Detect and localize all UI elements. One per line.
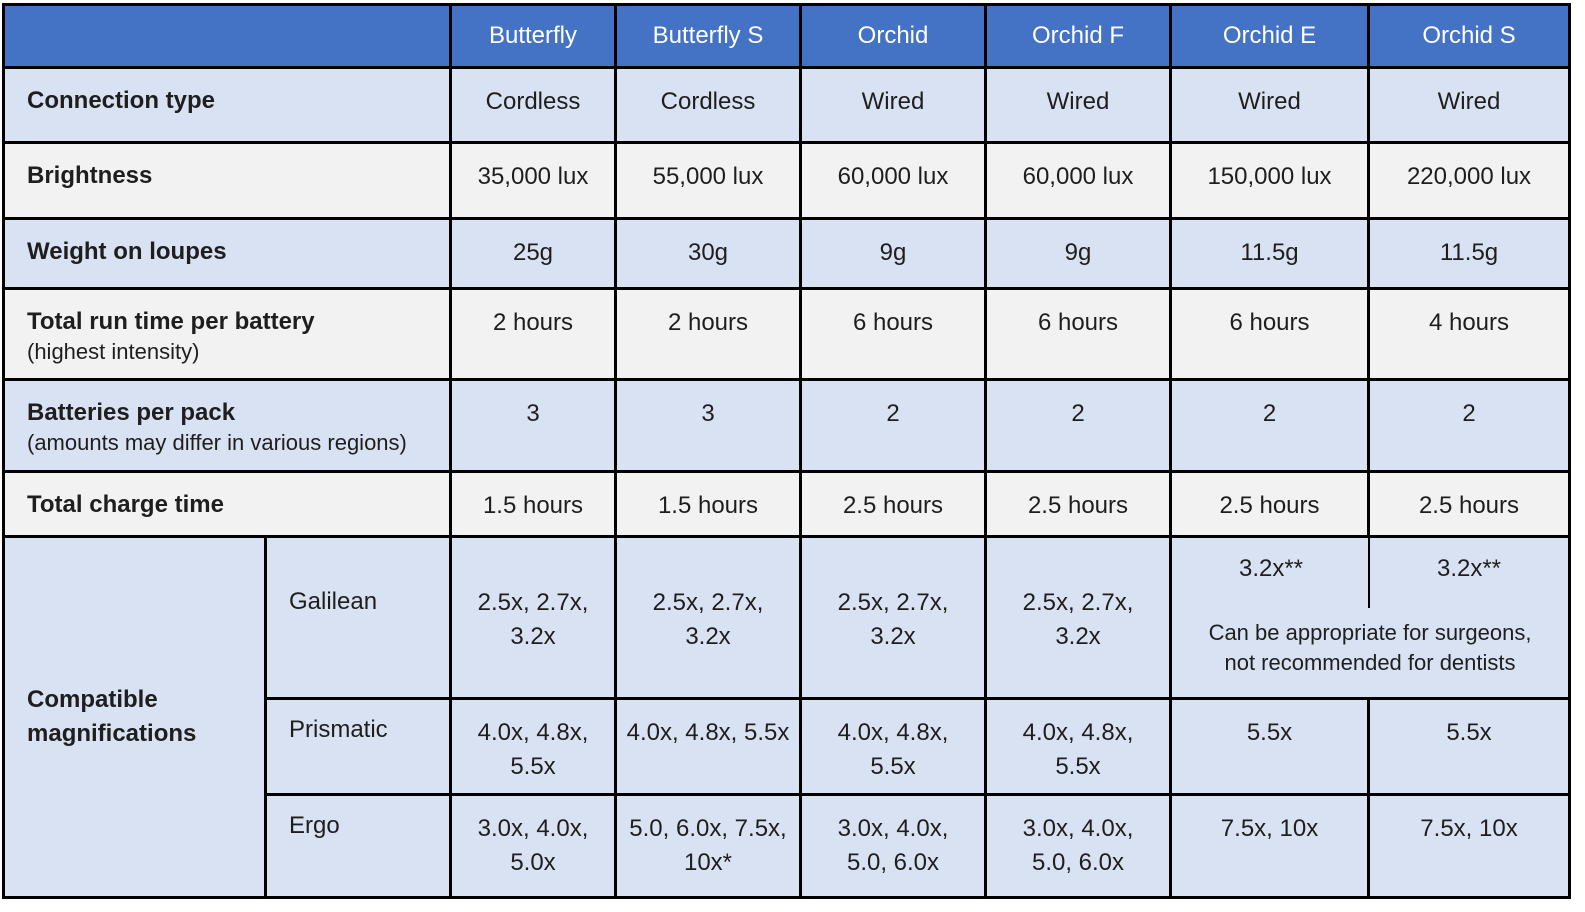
cell: Cordless: [451, 68, 616, 143]
cell: Wired: [1369, 68, 1570, 143]
galilean-orchid-es-cell: [1171, 537, 1570, 699]
cell: 6 hours: [986, 289, 1171, 380]
row-label: Connection type: [27, 87, 216, 114]
cell: 4.0x, 4.8x, 5.5x: [616, 699, 801, 795]
row-label: Brightness: [27, 162, 153, 189]
cell: 2 hours: [451, 289, 616, 380]
cell: 3: [451, 380, 616, 472]
row-label: Batteries per pack: [27, 399, 236, 426]
cell: 60,000 lux: [801, 143, 986, 219]
cell: 3.0x, 4.0x, 5.0, 6.0x: [986, 795, 1171, 898]
cell: 5.5x: [1369, 699, 1570, 795]
cell: 4 hours: [1369, 289, 1570, 380]
magnifications-label-line1: Compatible: [27, 686, 158, 713]
cell: 2: [1369, 380, 1570, 472]
cell: 2.5x, 2.7x, 3.2x: [451, 537, 616, 699]
galilean-label: Galilean: [266, 537, 451, 699]
cell: 2.5 hours: [986, 472, 1171, 537]
cell: 4.0x, 4.8x, 5.5x: [986, 699, 1171, 795]
cell: 2: [801, 380, 986, 472]
cell: 3.0x, 4.0x, 5.0, 6.0x: [801, 795, 986, 898]
note-divider: [1368, 538, 1370, 608]
cell: 5.0, 6.0x, 7.5x, 10x*: [616, 795, 801, 898]
cell: 1.5 hours: [451, 472, 616, 537]
cell: 150,000 lux: [1171, 143, 1369, 219]
header-orchid-e: Orchid E: [1171, 5, 1369, 68]
row-label: Total run time per battery: [27, 308, 315, 335]
cell: 2.5 hours: [1369, 472, 1570, 537]
cell: 9g: [986, 219, 1171, 289]
orchid-s-galilean: 3.2x**: [1436, 555, 1502, 582]
cell: 2.5 hours: [801, 472, 986, 537]
cell: 2.5x, 2.7x, 3.2x: [986, 537, 1171, 699]
header-corner: [4, 5, 451, 68]
cell: 5.5x: [1171, 699, 1369, 795]
header-orchid-f: Orchid F: [986, 5, 1171, 68]
ergo-label: Ergo: [266, 795, 451, 898]
cell: 2 hours: [616, 289, 801, 380]
magnifications-label-line2: magnifications: [27, 720, 197, 747]
row-batteries: [4, 380, 1570, 472]
cell: 9g: [801, 219, 986, 289]
cell: 30g: [616, 219, 801, 289]
magnifications-label: [4, 537, 266, 898]
row-charge: [4, 472, 1570, 537]
cell: 35,000 lux: [451, 143, 616, 219]
row-connection: [4, 68, 1570, 143]
cell: Wired: [1171, 68, 1369, 143]
cell: 4.0x, 4.8x, 5.5x: [451, 699, 616, 795]
cell: 11.5g: [1171, 219, 1369, 289]
row-brightness: [4, 143, 1570, 219]
prismatic-label: Prismatic: [266, 699, 451, 795]
cell: 6 hours: [1171, 289, 1369, 380]
cell: 3.0x, 4.0x, 5.0x: [451, 795, 616, 898]
cell: Wired: [801, 68, 986, 143]
cell: 55,000 lux: [616, 143, 801, 219]
cell: 4.0x, 4.8x, 5.5x: [801, 699, 986, 795]
cell: 25g: [451, 219, 616, 289]
header-orchid-s: Orchid S: [1369, 5, 1570, 68]
row-label: Total charge time: [27, 491, 224, 518]
row-sublabel: (highest intensity): [27, 339, 200, 364]
comparison-table: [2, 3, 1571, 899]
cell: 7.5x, 10x: [1171, 795, 1369, 898]
cell: 60,000 lux: [986, 143, 1171, 219]
cell: 2.5x, 2.7x, 3.2x: [801, 537, 986, 699]
cell: 2: [986, 380, 1171, 472]
row-sublabel: (amounts may differ in various regions): [27, 430, 407, 455]
row-label: Weight on loupes: [27, 238, 227, 265]
cell: 3: [616, 380, 801, 472]
cell: Wired: [986, 68, 1171, 143]
cell: 11.5g: [1369, 219, 1570, 289]
cell: 1.5 hours: [616, 472, 801, 537]
row-galilean: [4, 537, 1570, 699]
cell: 7.5x, 10x: [1369, 795, 1570, 898]
header-row: [4, 5, 1570, 68]
row-weight: [4, 219, 1570, 289]
cell: 220,000 lux: [1369, 143, 1570, 219]
cell: Cordless: [616, 68, 801, 143]
row-runtime: [4, 289, 1570, 380]
orchid-e-galilean: 3.2x**: [1238, 555, 1304, 582]
header-butterfly-s: Butterfly S: [616, 5, 801, 68]
cell: 2.5 hours: [1171, 472, 1369, 537]
header-orchid: Orchid: [801, 5, 986, 68]
cell: 2: [1171, 380, 1369, 472]
galilean-note: Can be appropriate for surgeons, not recommended for dentists: [1208, 620, 1532, 675]
cell: 6 hours: [801, 289, 986, 380]
cell: 2.5x, 2.7x, 3.2x: [616, 537, 801, 699]
header-butterfly: Butterfly: [451, 5, 616, 68]
